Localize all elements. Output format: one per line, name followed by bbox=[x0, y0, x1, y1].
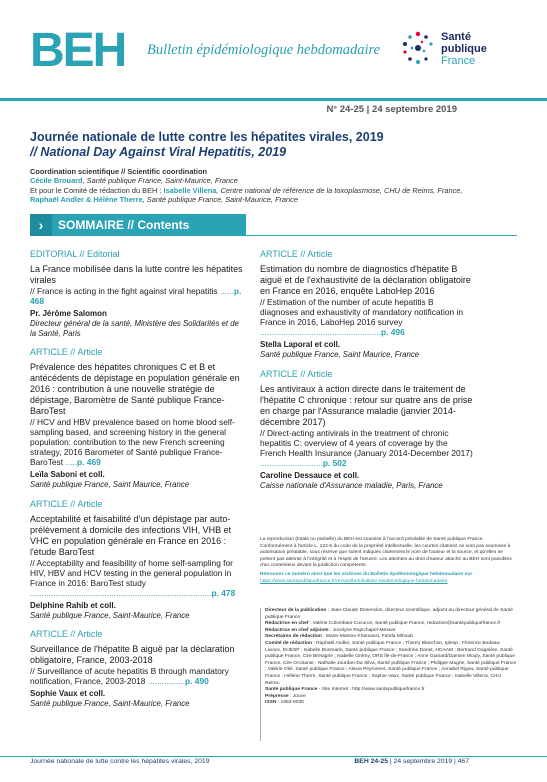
masthead-label: Prépresse bbox=[265, 693, 289, 699]
masthead-value: : Jocelyne Rajnchapel-Messaï bbox=[328, 627, 396, 633]
toc-page-number[interactable]: p. 468 bbox=[30, 286, 242, 306]
masthead-value: : Jouve bbox=[288, 693, 306, 699]
toc-section-label: ARTICLE // Article bbox=[260, 249, 333, 259]
copyright-text: La reproduction (totale ou partielle) du BEH est soumise à l'accord préalable de Santé publique France. Conformément à l'article L. 122-5 du code de la propriété intellectuelle, les courtes citations ne sont pas soumises à autorisation préalable, sous réserve que soient indiqués clairement le nom de l'auteur et la source, et qu'elles ne portent pas atteinte à l'intégrité et à l'esprit de l'oeuvre. Les atteintes au droit d'auteur attaché au BEH sont passibles d'un contentieux devant la juridiction compétente. bbox=[260, 537, 512, 569]
toc-article-english-text: // Acceptability and feasibility of home self-sampling for HIV, HBV and HCV testing in the general population in France in 2016: BaroTest study bbox=[30, 557, 233, 588]
toc-page-number[interactable]: p. 478 bbox=[211, 587, 236, 598]
committee-member-name: Isabelle Villena bbox=[163, 185, 217, 195]
copyright-notice bbox=[260, 537, 517, 585]
masthead-row bbox=[265, 700, 517, 707]
issue-title-english: // National Day Against Viral Hepatitis, 2019 bbox=[30, 145, 287, 159]
masthead-row bbox=[265, 687, 517, 694]
toc-entry[interactable] bbox=[30, 629, 244, 709]
coordination-label: Coordination scientifique // Scientific coordination bbox=[30, 167, 207, 176]
publisher-name bbox=[441, 31, 487, 67]
toc-article-english-text: // Estimation of the number of acute hepatitis B diagnoses and exhaustivity of mandatory notification in France in 2016, LaboHep 2016 survey bbox=[260, 297, 463, 327]
toc-article-english bbox=[30, 666, 244, 686]
masthead-value: : Valérie Colombani-Cocuron, Santé publique France, redaction@santepubliquefrance.fr bbox=[308, 621, 501, 627]
contents-left-column bbox=[30, 249, 244, 718]
masthead-label: Santé publique France bbox=[265, 687, 318, 693]
issue-number: N° 24-25 | 24 septembre 2019 bbox=[326, 104, 457, 115]
contents-heading: SOMMAIRE // Contents bbox=[58, 218, 190, 232]
toc-leader-dots: ..... bbox=[65, 457, 78, 467]
toc-affiliation: Santé publique France, Saint Maurice, France bbox=[260, 350, 420, 359]
toc-leader-dots: .................................................... bbox=[260, 327, 381, 337]
masthead-label: Secrétaires de rédaction bbox=[265, 634, 322, 640]
page-header bbox=[0, 0, 547, 100]
toc-article-english-text: // Surveillance of acute hepatitis B through mandatory notification, France, 2003-2018 bbox=[30, 666, 229, 686]
header-divider bbox=[0, 98, 547, 101]
masthead-row bbox=[265, 641, 517, 687]
toc-article-english-text: // HCV and HBV prevalence based on home blood self-sampling based, and screening history in the general population: contribution to the new French screening strategy, 2016 Barometer of Santé publique France-BaroTest bbox=[30, 417, 235, 467]
masthead-value: : Jean-Claude Desenclos, directeur scientifique, adjoint au directeur général de Santé publique France bbox=[265, 608, 513, 620]
footer-journal-issue: BEH 24-25 bbox=[354, 758, 388, 765]
toc-affiliation: Santé publique France, Saint Maurice, France bbox=[30, 480, 190, 489]
toc-section-label: ARTICLE // Article bbox=[30, 347, 103, 357]
toc-affiliation: Santé publique France, Saint-Maurice, France bbox=[30, 610, 190, 620]
beh-logo bbox=[30, 26, 138, 70]
toc-author: Delphine Rahib et coll. bbox=[30, 600, 116, 610]
toc-leader-dots: .............................................................................. bbox=[30, 587, 212, 598]
footer-issue-info bbox=[354, 758, 469, 765]
coordinator-affiliation: , Santé publique France, Saint-Maurice, France bbox=[82, 176, 238, 186]
toc-section-label: ARTICLE // Article bbox=[30, 629, 103, 639]
toc-article-title: Estimation du nombre de diagnostics d'hépatite B aiguë et de l'exhaustivité de la déclaration obligatoire en France en 2016, enquête LaboHep 2016 bbox=[260, 264, 471, 296]
toc-page-number[interactable]: p. 502 bbox=[322, 457, 347, 468]
toc-section-label: EDITORIAL // Editorial bbox=[30, 249, 120, 259]
toc-author: Pr. Jérôme Salomon bbox=[30, 309, 107, 318]
toc-affiliation: Directeur général de la santé, Ministère des Solidarités et de la Santé, Paris bbox=[30, 319, 239, 338]
masthead bbox=[260, 608, 517, 741]
toc-leader-dots: ................ bbox=[147, 676, 186, 686]
toc-author: Leïla Saboni et coll. bbox=[30, 470, 105, 479]
toc-article-title: Surveillance de l'hépatite B aiguë par la déclaration obligatoire, France, 2003-2018 bbox=[30, 644, 235, 665]
publisher-line-1: Santé bbox=[441, 31, 471, 43]
journal-subtitle: Bulletin épidémiologique hebdomadaire bbox=[147, 42, 381, 58]
toc-article-english bbox=[260, 297, 474, 337]
toc-article-title: Les antiviraux à action directe dans le traitement de l'hépatite C chronique : retour sur quatre ans de prise en charge par l'Assurance maladie (janvier 2014-décembre 2017) bbox=[260, 383, 473, 427]
committee-member-affiliation: , Centre national de référence de la toxoplasmose, CHU de Reims, France, bbox=[216, 185, 463, 195]
masthead-value: : Raphaël Andler, Santé publique France ; Thierry Blanchon, Iplesp ; Florence Bodeau-Livinec, EHESP ; Isabelle Bonmarin, Santé publique France ; Sandrine Danet, HCAAM ; Bertrand Gagnière, Santé publique France, Cire Bretagne ; Isabelle Grémy, ORS Île-de-France ; Anne Guinard/Damien Mouly, Santé publique France, Cire Occitanie ; Nathalie Jourdan-Da Silva, Santé publique France ; Philippe Magne, Santé publique France ; Valérie Olié, Santé publique France ; Alexia Peyronnet, Santé publique France ; Annabel Rigou, Santé publique France ; Hélène Therre, Santé publique France ; Sophie Vaux, Santé publique France ; Isabelle Villena, CHU Reims. bbox=[265, 640, 517, 686]
toc-page-number[interactable]: p. 490 bbox=[185, 676, 209, 686]
contents-right-column bbox=[260, 249, 474, 499]
committee-prefix: Et pour le Comité de rédaction du BEH : bbox=[30, 185, 164, 195]
toc-article-title: Acceptabilité et faisabilité d'un dépistage par auto-prélèvement à domicile des infections VIH, VHB et VHC en population générale en France en 2016 : l'étude BaroTest bbox=[30, 513, 232, 557]
toc-affiliation: Caisse nationale d'Assurance maladie, Paris, France bbox=[260, 480, 443, 490]
toc-page-number[interactable]: p. 469 bbox=[77, 457, 101, 467]
toc-article-english bbox=[260, 428, 474, 468]
contents-banner bbox=[30, 214, 246, 236]
masthead-row bbox=[265, 634, 517, 641]
toc-affiliation: Santé publique France, Saint-Maurice, France bbox=[30, 699, 190, 708]
chevron-right-icon: › bbox=[30, 214, 52, 236]
committee-members-names: Raphaël Andler & Hélène Therre bbox=[30, 195, 143, 205]
masthead-value: - Site Internet : http://www.santepubliquefrance.fr bbox=[317, 687, 425, 693]
toc-entry[interactable] bbox=[260, 369, 474, 491]
toc-article-english-text: // France is acting in the fight against viral hepatitis bbox=[30, 286, 218, 296]
coordinator-name: Cécile Brouard bbox=[30, 176, 83, 186]
scientific-coordination bbox=[30, 167, 520, 205]
toc-author: Sophie Vaux et coll. bbox=[30, 689, 106, 698]
footer-date-page: | 24 septembre 2019 | 467 bbox=[388, 758, 469, 765]
toc-author: Stella Laporal et coll. bbox=[260, 340, 341, 349]
archive-link[interactable]: https://www.santepubliquefrance.fr/revues/beh/bulletin-epidemiologique-hebdomadaire bbox=[260, 578, 448, 584]
masthead-label: Directeur de la publication bbox=[265, 608, 327, 613]
masthead-label: ISSN bbox=[265, 700, 277, 706]
toc-section-label: ARTICLE // Article bbox=[260, 368, 333, 379]
masthead-row bbox=[265, 608, 517, 621]
publisher-line-2: publique bbox=[441, 43, 487, 55]
footer-title: Journée nationale de lutte contre les hépatites virales, 2019 bbox=[30, 758, 210, 765]
toc-article-english bbox=[30, 558, 244, 598]
toc-entry[interactable] bbox=[30, 347, 244, 490]
issue-title: Journée nationale de lutte contre les hépatites virales, 2019 bbox=[30, 130, 384, 144]
toc-article-english bbox=[30, 417, 244, 467]
toc-entry[interactable] bbox=[30, 499, 244, 621]
toc-leader-dots: ........................... bbox=[260, 457, 323, 468]
committee-members-affiliation: , Santé publique France, Saint-Maurice, France bbox=[142, 195, 298, 205]
masthead-label: Rédactrice en chef adjointe bbox=[265, 627, 329, 633]
publisher-line-3: France bbox=[441, 55, 476, 67]
contents-divider bbox=[246, 235, 517, 236]
masthead-label: Comité de rédaction bbox=[265, 640, 313, 646]
toc-article-title: La France mobilisée dans la lutte contre les hépatites virales bbox=[30, 264, 243, 285]
toc-entry[interactable] bbox=[260, 249, 474, 360]
sante-publique-france-logo-icon bbox=[398, 28, 438, 68]
archive-link-prefix: Retrouvez ce numéro ainsi que les archives du Bulletin épidémiologique hebdomadaire sur bbox=[260, 571, 473, 577]
footer-divider bbox=[0, 756, 547, 757]
toc-article-english-text: // Direct-acting antivirals in the treatment of chronic hepatitis C: overview of 4 years of coverage by the French Health Insurance (January 2014-December 2017) bbox=[260, 427, 473, 458]
svg-text:BEH: BEH bbox=[30, 26, 126, 70]
masthead-row bbox=[265, 621, 517, 628]
toc-leader-dots: ...... bbox=[219, 286, 234, 296]
toc-article-english bbox=[30, 286, 244, 306]
toc-author: Caroline Dessauce et coll. bbox=[260, 470, 360, 480]
toc-section-label: ARTICLE // Article bbox=[30, 498, 103, 509]
masthead-value: : Marie-Martine Khamassi, Farida Mihoub bbox=[321, 634, 413, 640]
toc-page-number[interactable]: p. 496 bbox=[381, 327, 405, 337]
toc-article-title: Prévalence des hépatites chroniques C et B et antécédents de dépistage en population générale en 2016 : contribution à une nouvelle stratégie de dépistage, Baromètre de Santé publique France-BaroTest bbox=[30, 362, 240, 416]
masthead-label: Rédactrice en chef bbox=[265, 621, 309, 627]
masthead-value: : 1953-8030 bbox=[276, 700, 304, 706]
toc-entry[interactable] bbox=[30, 249, 244, 338]
